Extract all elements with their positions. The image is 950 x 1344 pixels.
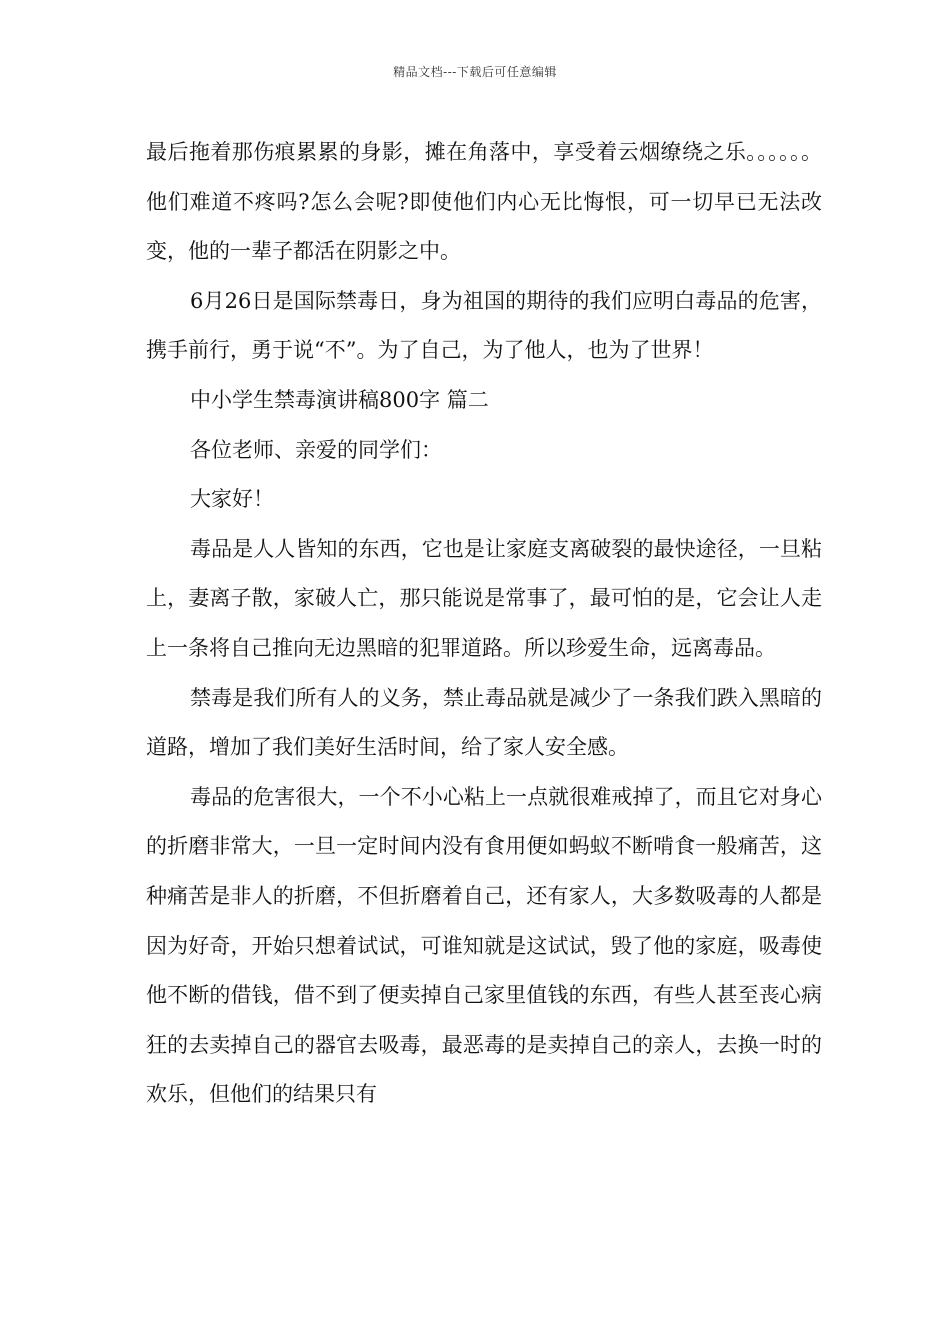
paragraph-continuation: 最后拖着那伤痕累累的身影，摊在角落中，享受着云烟缭绕之乐。。。。。。他们难道不疼吗?怎么会呢?即使他们内心无比悔恨，可一切早已无法改变，他的一辈子都活在阴影之中。 [146,140,822,264]
section-title: 中小学生禁毒演讲稿800字 篇二 [190,387,489,412]
salutation: 各位老师、亲爱的同学们： [190,437,442,462]
paragraph-harm: 毒品的危害很大，一个不小心粘上一点就很难戒掉了，而且它对身心的折磨非常大，一旦一定时间内没有食用便如蚂蚁不断啃食一般痛苦，这种痛苦是非人的折磨，不但折磨着自己，还有家人，大多数吸毒的人都是因为好奇，开始只想着试试，可谁知就是这试试，毁了他的家庭，吸毒使他不断的借钱，借不到了便卖掉自己家里值钱的东西，有些人甚至丧心病狂的去卖掉自己的器官去吸毒，最恶毒的是卖掉自己的亲人，去换一时的欢乐，但他们的结果只有 [146,784,822,1107]
greeting: 大家好！ [190,487,274,512]
paragraph-drugs-known: 毒品是人人皆知的东西，它也是让家庭支离破裂的最快途径，一旦粘上，妻离子散，家破人亡，那只能说是常事了，最可怕的是，它会让人走上一条将自己推向无边黑暗的犯罪道路。所以珍爱生命，远离毒品。 [146,536,822,660]
document-body [146,128,822,1120]
paragraph-duty: 禁毒是我们所有人的义务，禁止毒品就是减少了一条我们跌入黑暗的道路，增加了我们美好生活时间，给了家人安全感。 [146,685,822,760]
page-header: 精品文档---下载后可任意编辑 [393,65,557,79]
paragraph-drug-day: 6月26日是国际禁毒日，身为祖国的期待的我们应明白毒品的危害，携手前行，勇于说“不”。为了自己，为了他人，也为了世界！ [146,288,822,363]
